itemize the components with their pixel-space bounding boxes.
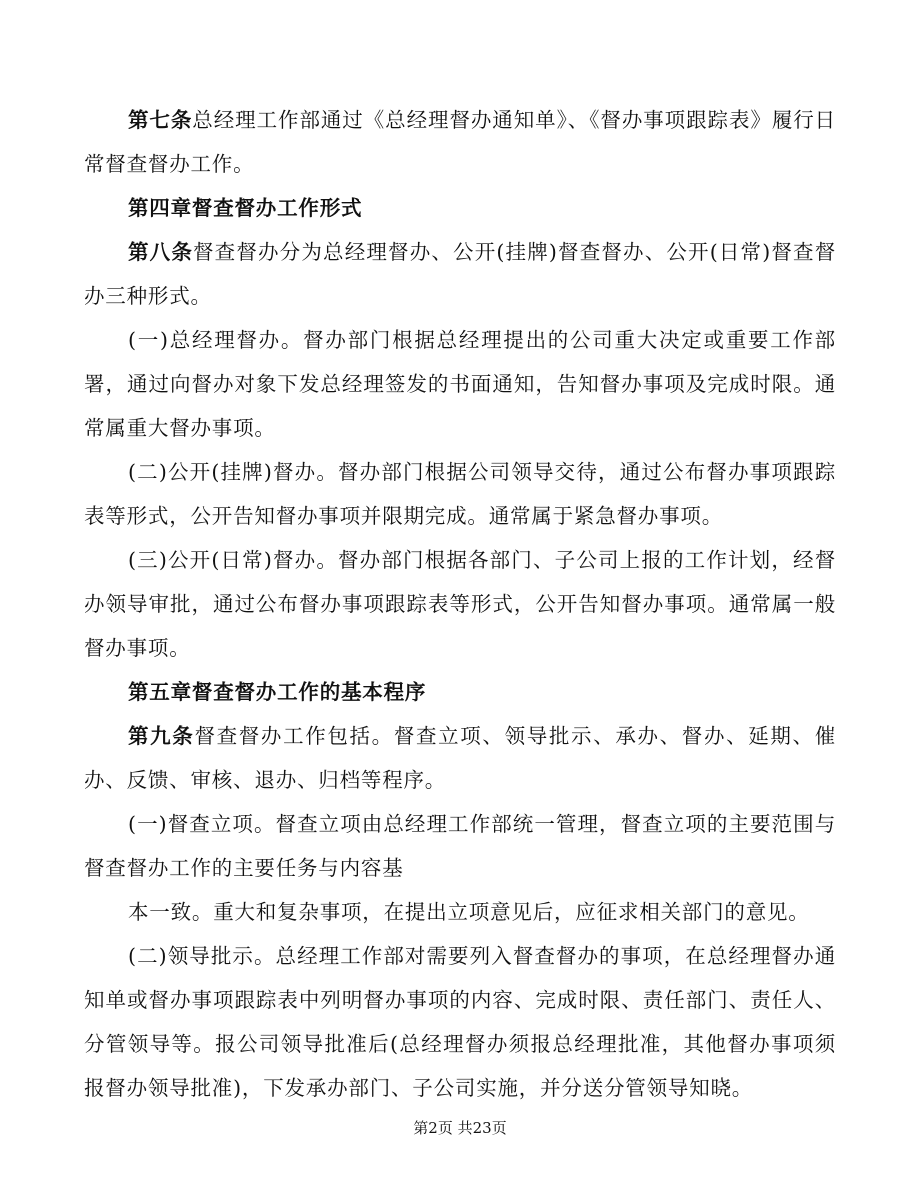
article-9-paragraph [84,714,836,802]
article-9-label: 第九条 [128,724,195,748]
article-9-item-1-continuation: 本一致。重大和复杂事项，在提出立项意见后，应征求相关部门的意见。 [128,900,810,924]
article-8-item-3: (三)公开(日常)督办。督办部门根据各部门、子公司上报的工作计划，经督办领导审批，通过公布督办事项跟踪表等形式，公开告知督办事项。通常属一般督办事项。 [84,548,836,660]
article-8-item-2: (二)公开(挂牌)督办。督办部门根据公司领导交待，通过公布督办事项跟踪表等形式，公开告知督办事项并限期完成。通常属于紧急督办事项。 [84,460,836,528]
article-9-text: 督查督办工作包括。督查立项、领导批示、承办、督办、延期、催办、反馈、审核、退办、归档等程序。 [84,724,837,792]
page-number-footer: 第2页 共23页 [413,1119,507,1137]
document-body [84,98,836,1110]
article-7-text: 总经理工作部通过《总经理督办通知单》、《督办事项跟踪表》履行日常督查督办工作。 [84,108,836,176]
article-7-paragraph [84,98,836,186]
chapter-4-heading: 第四章督查督办工作形式 [128,196,363,220]
chapter-5-heading: 第五章督查督办工作的基本程序 [128,680,427,704]
article-8-text: 督查督办分为总经理督办、公开(挂牌)督查督办、公开(日常)督查督办三种形式。 [84,240,837,308]
article-8-item-1: (一)总经理督办。督办部门根据总经理提出的公司重大决定或重要工作部署，通过向督办对象下发总经理签发的书面通知，告知督办事项及完成时限。通常属重大督办事项。 [84,328,836,440]
article-7-label: 第七条 [128,108,193,132]
article-8-label: 第八条 [128,240,194,264]
article-8-paragraph [84,230,836,318]
article-9-item-2: (二)领导批示。总经理工作部对需要列入督查督办的事项，在总经理督办通知单或督办事项跟踪表中列明督办事项的内容、完成时限、责任部门、责任人、分管领导等。报公司领导批准后(总经理督办须报总经理批准，其他督办事项须报督办领导批准)，下发承办部门、子公司实施，并分送分管领导知晓。 [84,944,836,1100]
article-9-item-1: (一)督查立项。督查立项由总经理工作部统一管理，督查立项的主要范围与督查督办工作的主要任务与内容基 [84,812,836,880]
